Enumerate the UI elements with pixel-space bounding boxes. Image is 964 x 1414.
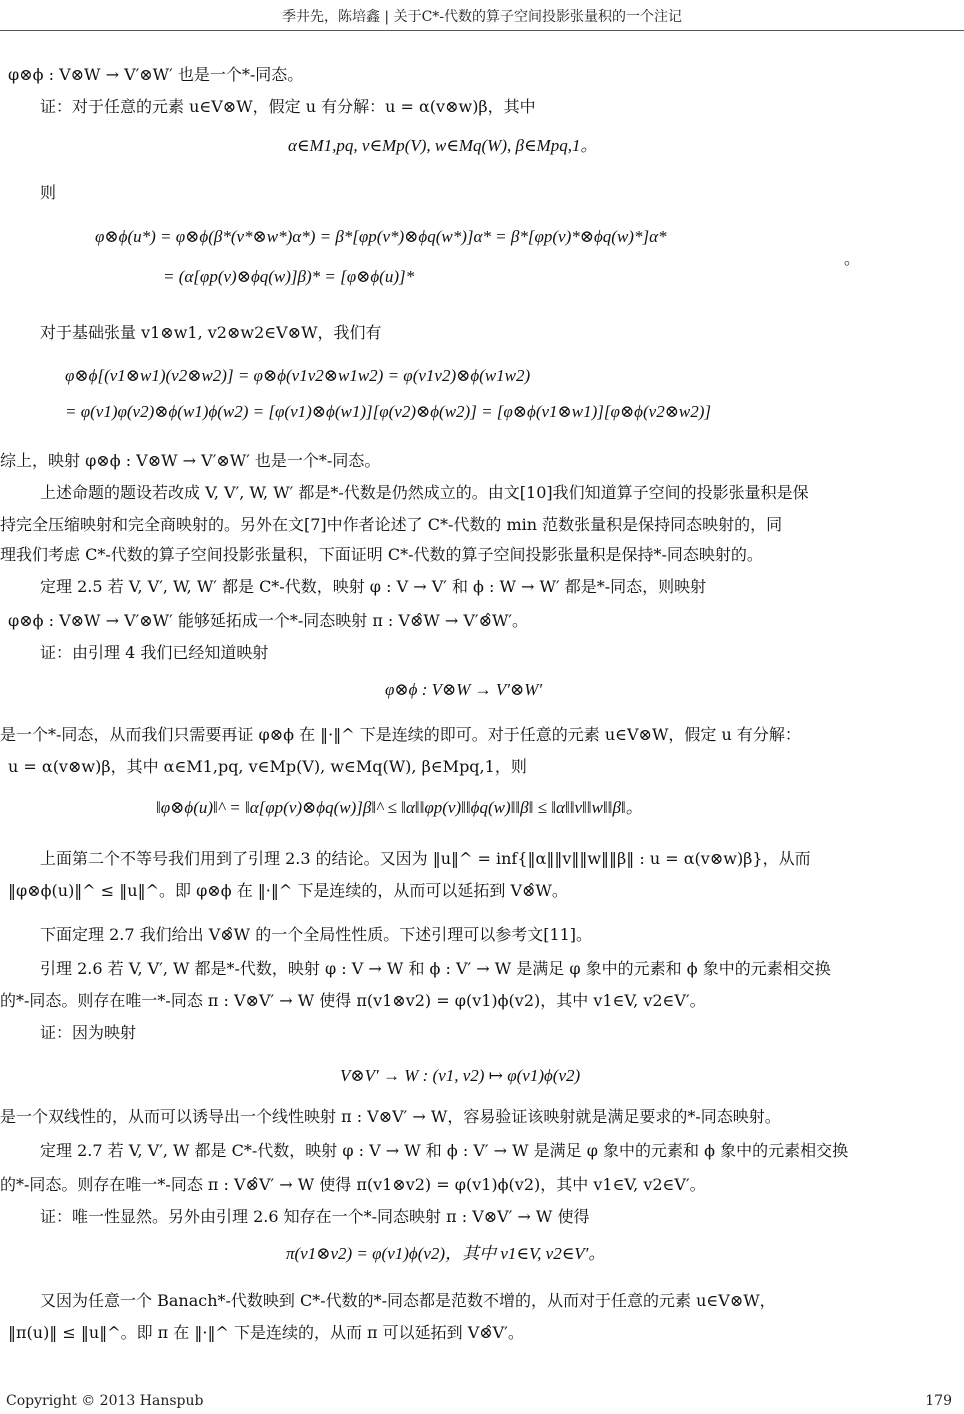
equation: V⊗V′ → W : (v1, v2) ↦ φ(v1)ϕ(v2): [340, 1066, 581, 1085]
text-line: 的*-同态。则存在唯一*-同态 π : V⊗̂V′ → W 使得 π(v1⊗v2) = φ(v1)ϕ(v2)，其中 v1∈V, v2∈V′。: [0, 1175, 706, 1194]
text-line: 下面定理 2.7 我们给出 V⊗̂W 的一个全局性性质。下述引理可以参考文[11]。: [40, 925, 593, 944]
text-line: 则: [40, 183, 57, 202]
text-line: 证：因为映射: [40, 1023, 137, 1042]
text-line: 综上，映射 φ⊗ϕ : V⊗W → V′⊗W′ 也是一个*-同态。: [0, 451, 381, 470]
text-line: 上述命题的题设若改成 V, V′, W, W′ 都是*-代数是仍然成立的。由文[10]我们知道算子空间的投影张量积是保: [40, 483, 809, 502]
text-line: 是一个双线性的，从而可以诱导出一个线性映射 π : V⊗V′ → W，容易验证该映射就是满足要求的*-同态映射。: [0, 1107, 781, 1126]
text-line: φ⊗ϕ : V⊗W → V′⊗W′ 能够延拓成一个*-同态映射 π : V⊗̂W → V′⊗̂W′。: [8, 611, 529, 630]
equation: φ⊗ϕ[(v1⊗w1)(v2⊗w2)] = φ⊗ϕ(v1v2⊗w1w2) = φ(v1v2)⊗ϕ(w1w2): [65, 366, 531, 385]
footer-copyright: Copyright © 2013 Hanspub: [6, 1393, 204, 1409]
text-line: 又因为任意一个 Banach*-代数映到 C*-代数的*-同态都是范数不增的，从而对于任意的元素 u∈V⊗W，: [40, 1291, 776, 1310]
equation: ‖φ⊗ϕ(u)‖^ = ‖α[φp(v)⊗ϕq(w)]β‖^ ≤ ‖α‖‖φp(v)‖‖ϕq(w)‖‖β‖ ≤ ‖α‖‖v‖‖w‖‖β‖。: [156, 798, 643, 817]
equation: φ⊗ϕ(u*) = φ⊗ϕ(β*(v*⊗w*)α*) = β*[φp(v*)⊗ϕq(w*)]α* = β*[φp(v)*⊗ϕq(w)*]α*: [95, 227, 667, 246]
running-header: 季井先，陈培鑫 | 关于C*-代数的算子空间投影张量积的一个注记: [281, 9, 683, 25]
text-line: 证：由引理 4 我们已经知道映射: [40, 643, 269, 662]
page-number: 179: [925, 1393, 952, 1409]
text-line: 定理 2.7 若 V, V′, W 都是 C*-代数，映射 φ : V → W 和 ϕ : V′ → W 是满足 φ 象中的元素和 ϕ 象中的元素相交换: [40, 1141, 849, 1160]
text-line: 理我们考虑 C*-代数的算子空间投影张量积，下面证明 C*-代数的算子空间投影张量积是保持*-同态映射的。: [0, 545, 763, 564]
text-line: 定理 2.5 若 V, V′, W, W′ 都是 C*-代数，映射 φ : V → V′ 和 ϕ : W → W′ 都是*-同态，则映射: [40, 577, 707, 596]
text-line: φ⊗ϕ : V⊗W → V′⊗W′ 也是一个*-同态。: [8, 65, 304, 84]
text-line: 对于基础张量 v1⊗w1, v2⊗w2∈V⊗W，我们有: [40, 323, 382, 342]
equation: = φ(v1)φ(v2)⊗ϕ(w1)ϕ(w2) = [φ(v1)⊗ϕ(w1)][φ(v2)⊗ϕ(w2)] = [φ⊗ϕ(v1⊗w1)][φ⊗ϕ(v2⊗w2)]: [65, 402, 712, 421]
equation: = (α[φp(v)⊗ϕq(w)]β)* = [φ⊗ϕ(u)]*: [163, 267, 415, 286]
text-line: ‖φ⊗ϕ(u)‖^ ≤ ‖u‖^。即 φ⊗ϕ 在 ‖·‖^ 下是连续的，从而可以延拓到 V⊗̂W。: [8, 881, 568, 900]
text-line: 是一个*-同态，从而我们只需要再证 φ⊗ϕ 在 ‖·‖^ 下是连续的即可。对于任意的元素 u∈V⊗W，假定 u 有分解：: [0, 725, 801, 744]
text-line: 持完全压缩映射和完全商映射的。另外在文[7]中作者论述了 C*-代数的 min 范数张量积是保持同态映射的，同: [0, 515, 783, 534]
equation: α∈M1,pq, v∈Mp(V), w∈Mq(W), β∈Mpq,1。: [288, 136, 598, 155]
equation-punct: 。: [844, 249, 861, 268]
text-line: 证：唯一性显然。另外由引理 2.6 知存在一个*-同态映射 π : V⊗V′ → W 使得: [40, 1207, 590, 1226]
equation: φ⊗ϕ : V⊗W → V′⊗W′: [385, 680, 543, 699]
header-rule: [0, 30, 964, 31]
text-line: ‖π(u)‖ ≤ ‖u‖^。即 π 在 ‖·‖^ 下是连续的，从而 π 可以延拓到 V⊗̂V′。: [8, 1323, 524, 1342]
text-line: 证：对于任意的元素 u∈V⊗W，假定 u 有分解：u = α(v⊗w)β，其中: [40, 97, 536, 116]
text-line: 引理 2.6 若 V, V′, W 都是*-代数，映射 φ : V → W 和 ϕ : V′ → W 是满足 φ 象中的元素和 ϕ 象中的元素相交换: [40, 959, 831, 978]
text-line: 的*-同态。则存在唯一*-同态 π : V⊗V′ → W 使得 π(v1⊗v2) = φ(v1)ϕ(v2)，其中 v1∈V, v2∈V′。: [0, 991, 706, 1010]
text-line: 上面第二个不等号我们用到了引理 2.3 的结论。又因为 ‖u‖^ = inf{‖α‖‖v‖‖w‖‖β‖ : u = α(v⊗w)β}，从而: [40, 849, 811, 868]
text-line: u = α(v⊗w)β，其中 α∈M1,pq, v∈Mp(V), w∈Mq(W), β∈Mpq,1，则: [8, 757, 527, 776]
equation: π(v1⊗v2) = φ(v1)ϕ(v2)，其中 v1∈V, v2∈V′。: [286, 1244, 606, 1263]
